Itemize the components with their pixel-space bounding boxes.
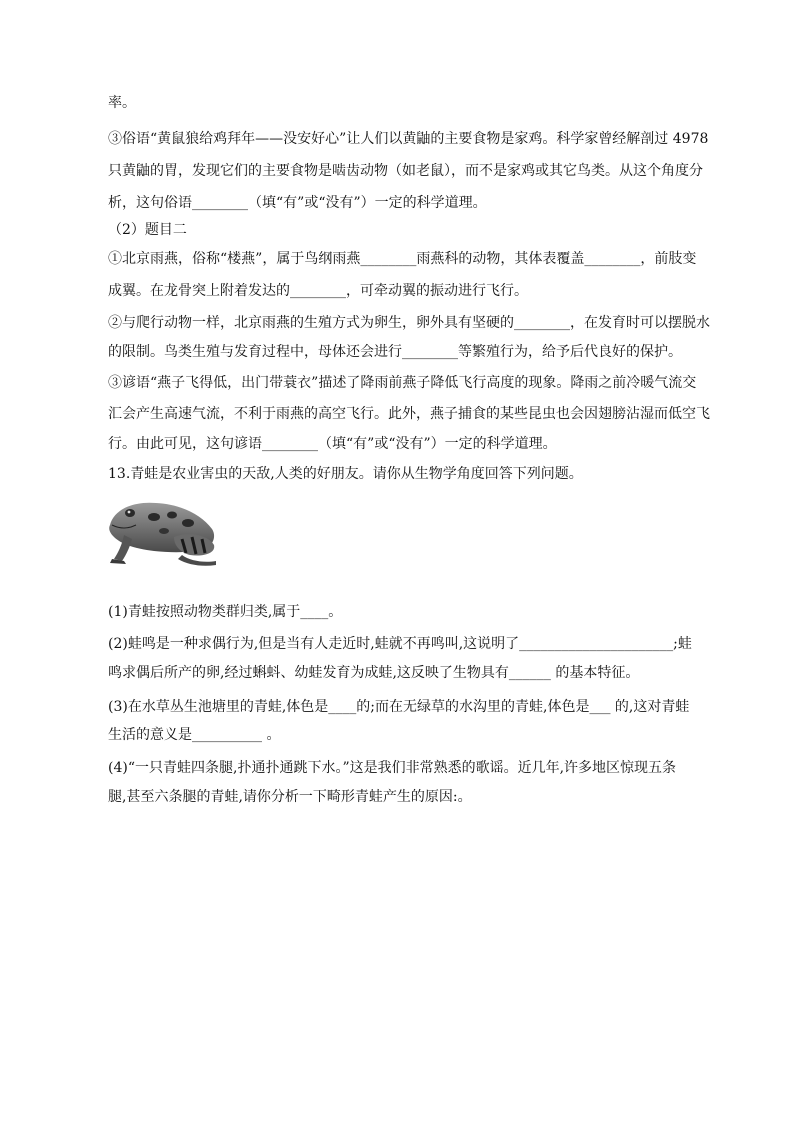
question-title: 13.青蛙是农业害虫的天敌,人类的好朋友。请你从生物学角度回答下列问题。 bbox=[108, 466, 583, 482]
question-item: (2)蛙鸣是一种求偶行为,但是当有人走近时,蛙就不再鸣叫,这说明了______________________;蛙 bbox=[108, 636, 692, 652]
question-item: (4)“一只青蛙四条腿,扑通扑通跳下水。”这是我们非常熟悉的歌谣。近几年,许多地区惊现五条 bbox=[108, 760, 677, 776]
text-line: 行。由此可见，这句谚语________（填“有”或“没有”）一定的科学道理。 bbox=[108, 436, 557, 452]
question-item: (1)青蛙按照动物类群归类,属于____。 bbox=[108, 604, 343, 620]
text-line: 成翼。在龙骨突上附着发达的________，可牵动翼的振动进行飞行。 bbox=[108, 283, 528, 299]
section-heading: （2）题目二 bbox=[108, 222, 187, 238]
text-line: 汇会产生高速气流，不利于雨燕的高空飞行。此外，燕子捕食的某些昆虫也会因翅膀沾湿而低空飞 bbox=[108, 406, 710, 422]
question-item: (3)在水草丛生池塘里的青蛙,体色是____的;而在无绿草的水沟里的青蛙,体色是___ 的,这对青蛙 bbox=[108, 699, 690, 715]
frog-illustration-icon bbox=[104, 491, 222, 571]
text-line: 鸣求偶后所产的卵,经过蝌蚪、幼蛙发育为成蛙,这反映了生物具有______ 的基本特征。 bbox=[108, 665, 640, 681]
text-line: 腿,甚至六条腿的青蛙,请你分析一下畸形青蛙产生的原因:。 bbox=[108, 789, 472, 805]
text-line: 只黄鼬的胃，发现它们的主要食物是啮齿动物（如老鼠），而不是家鸡或其它鸟类。从这个角度分 bbox=[108, 163, 703, 179]
text-line: 析，这句俗语________（填“有”或“没有”）一定的科学道理。 bbox=[108, 195, 487, 211]
text-line: ②与爬行动物一样，北京雨燕的生殖方式为卵生，卵外具有坚硬的________，在发育时可以摆脱水 bbox=[108, 315, 710, 331]
text-line: 的限制。鸟类生殖与发育过程中，母体还会进行________等繁殖行为，给予后代良好的保护。 bbox=[108, 344, 682, 360]
text-line: ③俗语“黄鼠狼给鸡拜年——没安好心”让人们以黄鼬的主要食物是家鸡。科学家曾经解剖过 4978 bbox=[108, 131, 709, 147]
text-line: 生活的意义是__________ 。 bbox=[108, 727, 281, 743]
text-line: ③谚语“燕子飞得低，出门带蓑衣”描述了降雨前燕子降低飞行高度的现象。降雨之前冷暖气流交 bbox=[108, 375, 697, 391]
text-line: 率。 bbox=[108, 95, 136, 111]
text-line: ①北京雨燕，俗称“楼燕”，属于鸟纲雨燕________雨燕科的动物，其体表覆盖________，前肢变 bbox=[108, 251, 697, 267]
